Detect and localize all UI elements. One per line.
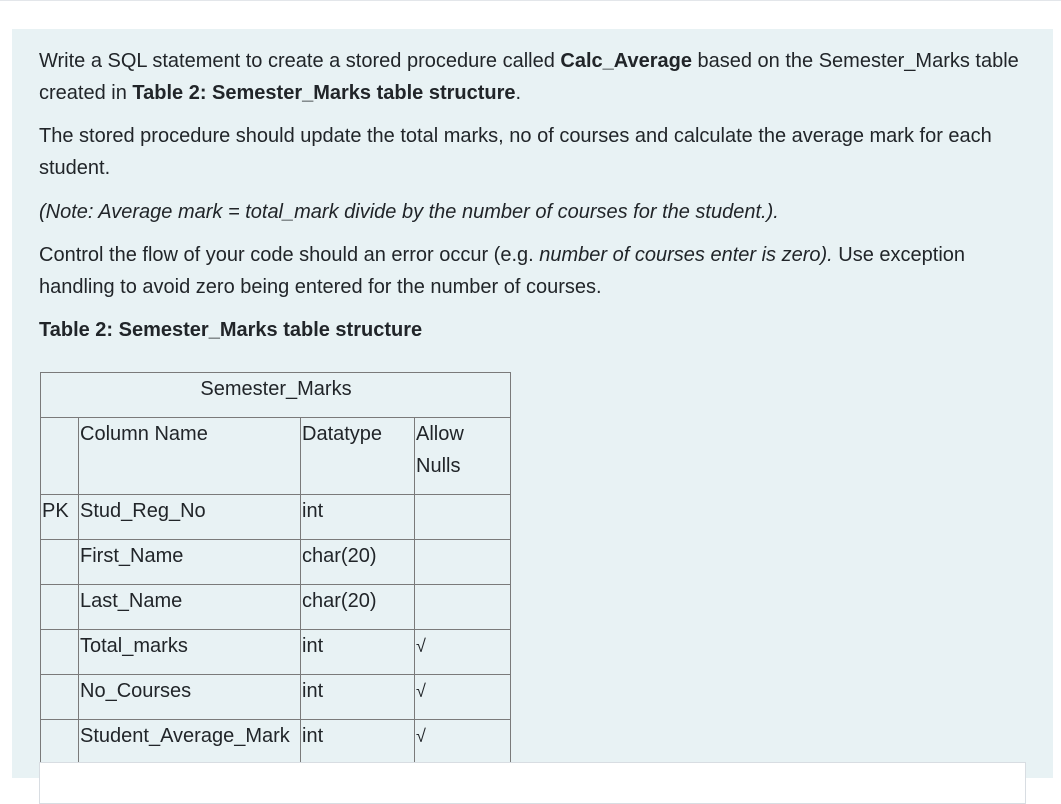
question-paragraph-1 bbox=[39, 45, 1039, 109]
note-paragraph bbox=[39, 196, 1039, 228]
row-column-name: Student_Average_Mark bbox=[79, 720, 301, 765]
table-row bbox=[41, 585, 511, 630]
row-datatype: int bbox=[301, 675, 415, 720]
p1-text-a: Write a SQL statement to create a stored procedure called bbox=[39, 50, 561, 72]
row-allow-nulls bbox=[415, 585, 511, 630]
procedure-name: Calc_Average bbox=[560, 50, 692, 72]
row-datatype: char(20) bbox=[301, 540, 415, 585]
row-column-name: Last_Name bbox=[79, 585, 301, 630]
note-text: (Note: Average mark = total_mark divide by the number of courses for the student.). bbox=[39, 201, 779, 223]
table-row bbox=[41, 630, 511, 675]
row-key: PK bbox=[41, 495, 79, 540]
table-reference: Table 2: Semester_Marks table structure bbox=[132, 82, 516, 104]
table-row bbox=[41, 675, 511, 720]
semester-marks-table bbox=[40, 372, 511, 765]
top-divider bbox=[0, 0, 1061, 1]
table-title: Semester_Marks bbox=[41, 373, 511, 418]
row-key bbox=[41, 540, 79, 585]
p1-text-c: based on the Semester_Marks table created in bbox=[39, 50, 1019, 104]
row-key bbox=[41, 585, 79, 630]
table-row bbox=[41, 540, 511, 585]
row-allow-nulls bbox=[415, 540, 511, 585]
row-allow-nulls bbox=[415, 495, 511, 540]
row-column-name: No_Courses bbox=[79, 675, 301, 720]
row-datatype: char(20) bbox=[301, 585, 415, 630]
p4-text-a: Control the flow of your code should an error occur (e.g. bbox=[39, 244, 540, 266]
p4-example: number of courses enter is zero). bbox=[539, 244, 833, 266]
row-datatype: int bbox=[301, 720, 415, 765]
header-key bbox=[41, 418, 79, 495]
row-allow-nulls: √ bbox=[415, 630, 511, 675]
row-column-name: Stud_Reg_No bbox=[79, 495, 301, 540]
answer-box[interactable] bbox=[39, 762, 1026, 804]
question-panel bbox=[12, 29, 1053, 778]
p1-text-e: . bbox=[515, 82, 522, 104]
row-datatype: int bbox=[301, 630, 415, 675]
row-key bbox=[41, 630, 79, 675]
row-column-name: Total_marks bbox=[79, 630, 301, 675]
header-allow-nulls: Allow Nulls bbox=[415, 418, 511, 495]
row-datatype: int bbox=[301, 495, 415, 540]
row-key bbox=[41, 675, 79, 720]
p4-text-c: Use exception handling to avoid zero being entered for the number of courses. bbox=[39, 244, 966, 298]
header-column-name: Column Name bbox=[79, 418, 301, 495]
row-allow-nulls: √ bbox=[415, 675, 511, 720]
row-allow-nulls: √ bbox=[415, 720, 511, 765]
table-row bbox=[41, 720, 511, 765]
question-paragraph-2: The stored procedure should update the total marks, no of courses and calculate the average mark for each student. bbox=[39, 125, 992, 179]
table-caption: Table 2: Semester_Marks table structure bbox=[39, 319, 423, 341]
header-datatype: Datatype bbox=[301, 418, 415, 495]
table-header-row bbox=[41, 418, 511, 495]
question-paragraph-4 bbox=[39, 239, 1039, 303]
row-key bbox=[41, 720, 79, 765]
table-row bbox=[41, 495, 511, 540]
row-column-name: First_Name bbox=[79, 540, 301, 585]
